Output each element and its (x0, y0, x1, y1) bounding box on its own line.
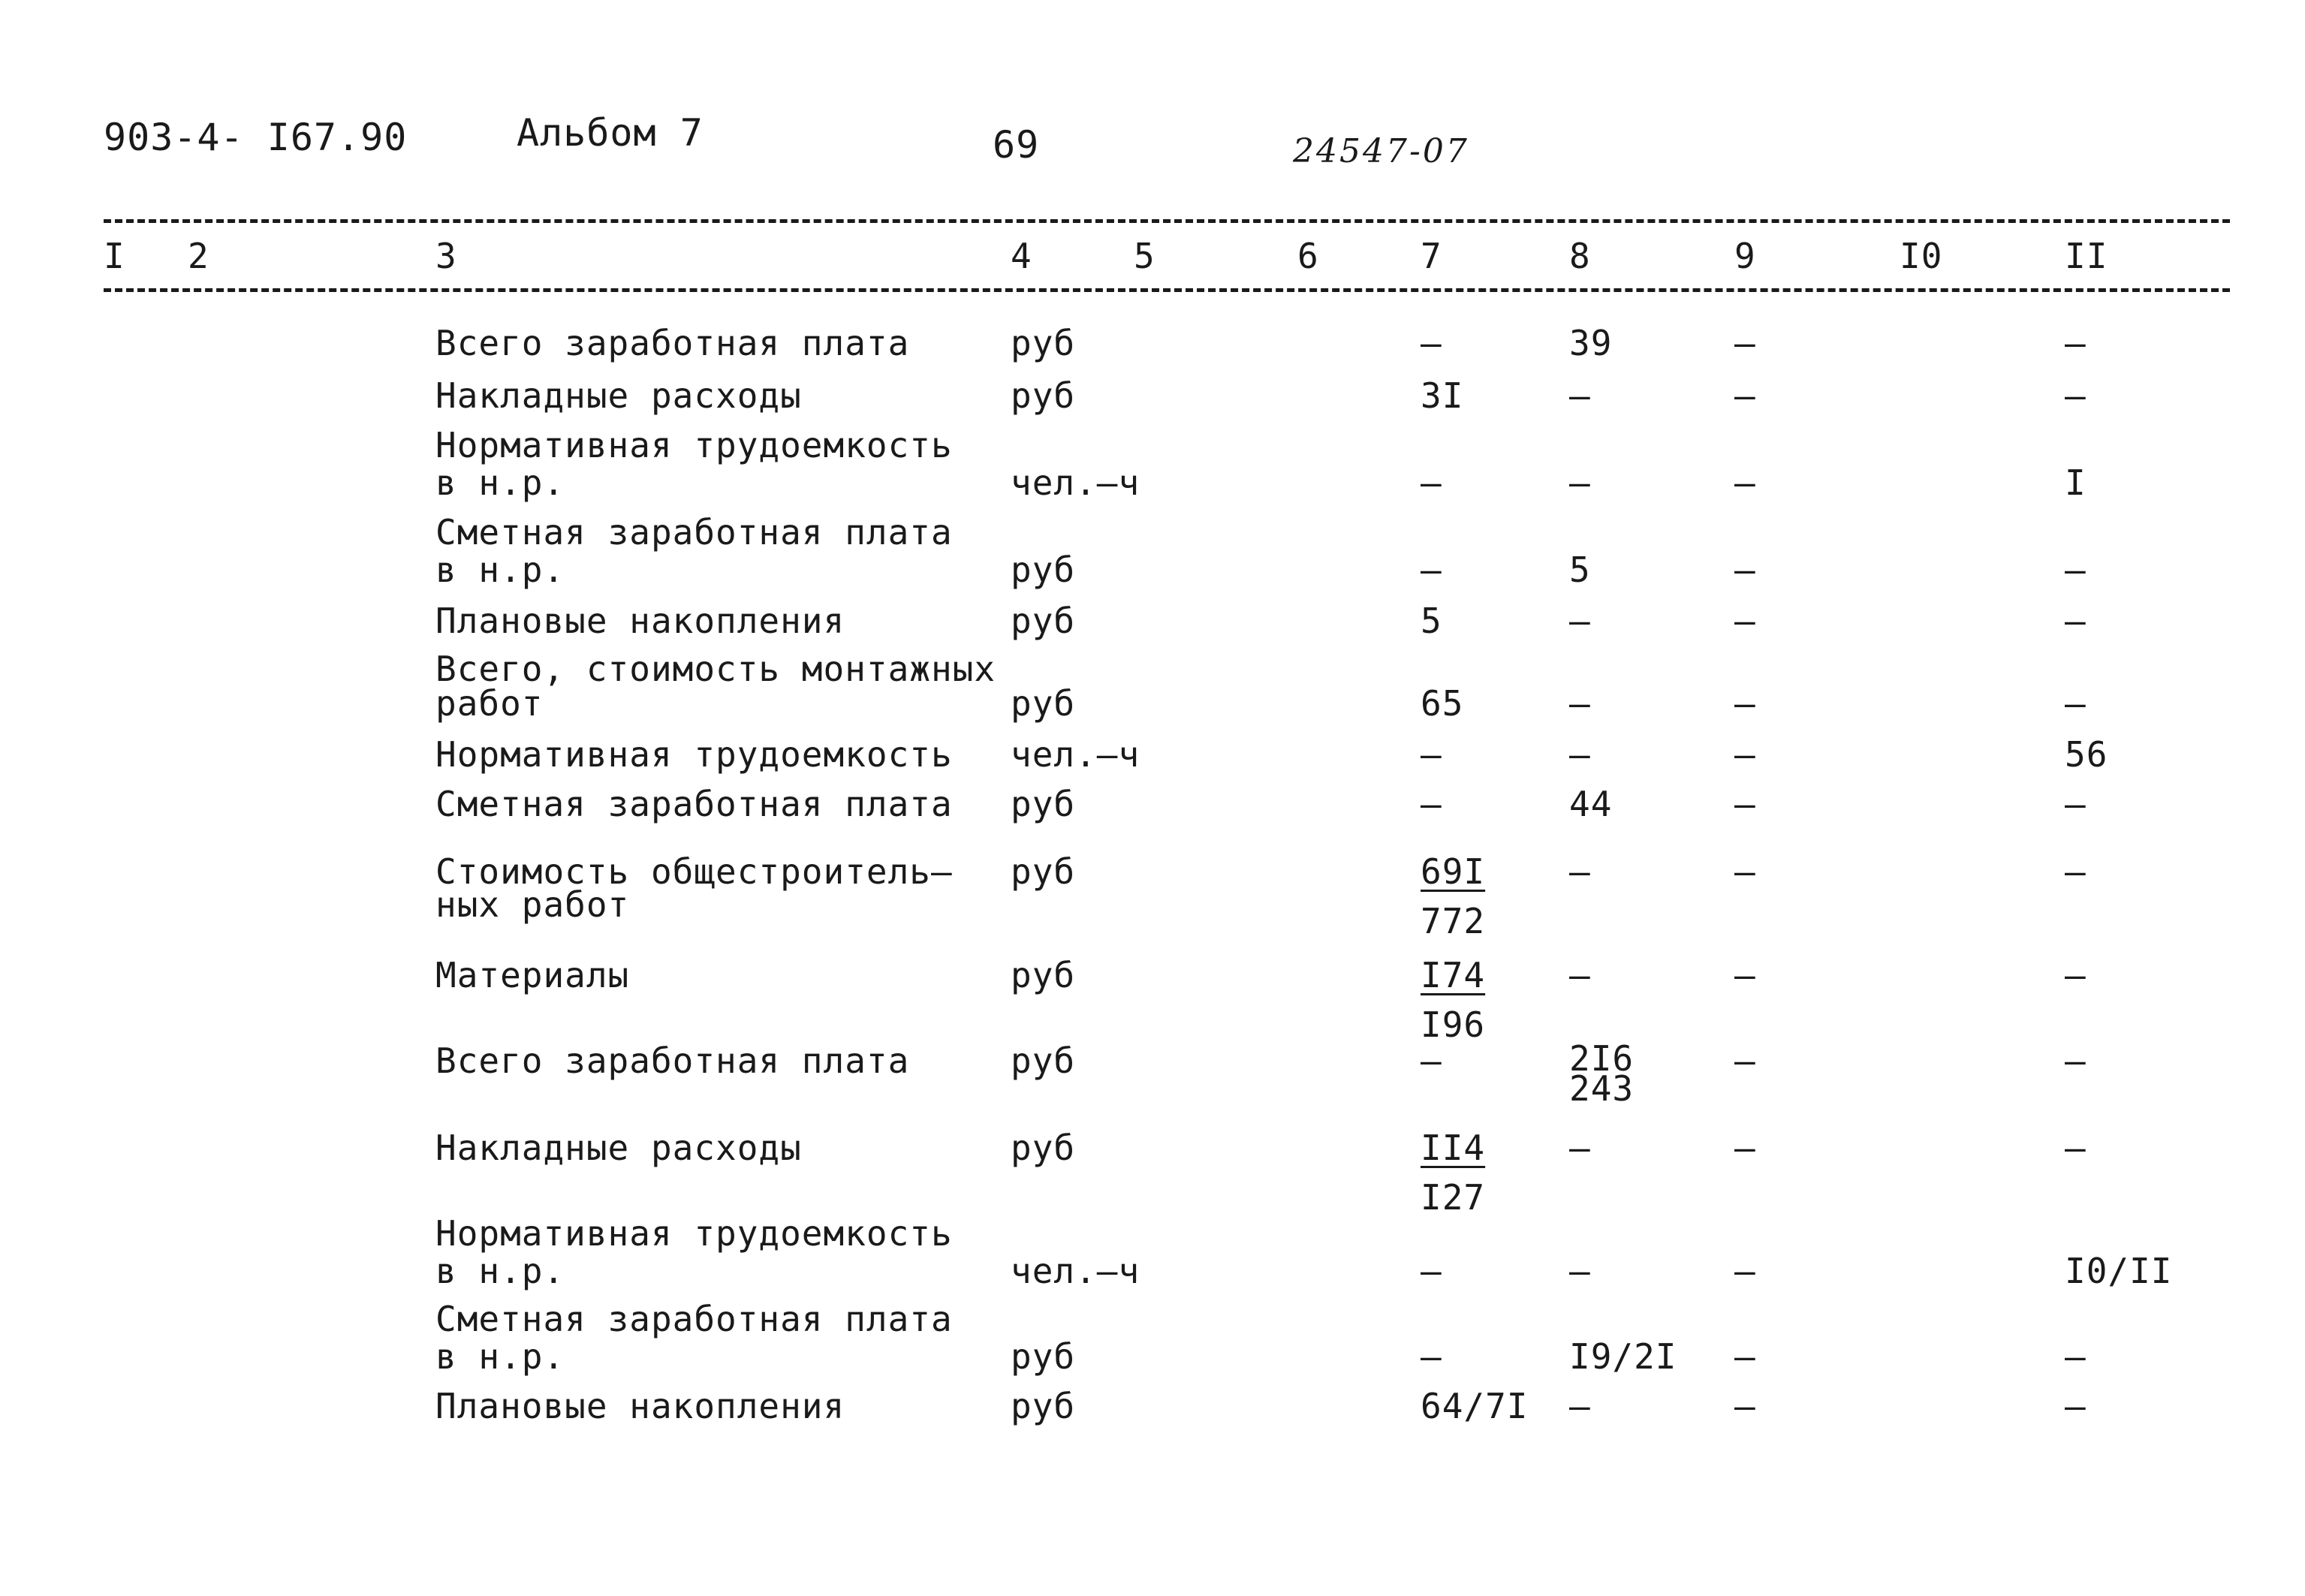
cell-col7: – (1421, 323, 1442, 363)
column-header-3: 3 (435, 236, 457, 276)
row-label-line2: ных работ (435, 884, 630, 925)
cell-col9: – (1734, 784, 1756, 824)
cell-col11: I (2065, 462, 2087, 503)
cell-col11: – (2065, 851, 2087, 892)
cell-col7: 5 (1421, 601, 1442, 641)
cell-col9: – (1734, 683, 1756, 724)
cell-col8: – (1569, 851, 1591, 892)
handwritten-number: 24547-07 (1293, 132, 1469, 170)
row-label: Плановые накопления (435, 1386, 845, 1426)
cell-col11: – (2065, 784, 2087, 824)
row-unit: руб (1011, 1040, 1076, 1081)
row-label-line1: Нормативная трудоемкость (435, 425, 953, 465)
column-header-4: 4 (1011, 236, 1032, 276)
cell-col9: – (1734, 1386, 1756, 1426)
cell-col9: – (1734, 375, 1756, 416)
cell-col8-bottom: 243 (1569, 1068, 1635, 1109)
cell-col9: – (1734, 323, 1756, 363)
album-label: Альбом 7 (517, 111, 704, 155)
cell-col9: – (1734, 462, 1756, 503)
cell-col7: 65 (1421, 683, 1464, 724)
row-label-line2: в н.р. (435, 550, 565, 590)
cell-col9: – (1734, 851, 1756, 892)
cell-col7: 64/7I (1421, 1386, 1529, 1426)
cell-col8: – (1569, 683, 1591, 724)
row-unit: руб (1011, 1336, 1076, 1377)
row-label-line1: Нормативная трудоемкость (435, 1213, 953, 1254)
row-label-line2: в н.р. (435, 462, 565, 503)
cell-col11: – (2065, 375, 2087, 416)
row-unit: руб (1011, 955, 1076, 995)
cell-col7: – (1421, 462, 1442, 503)
page-number: 69 (993, 123, 1040, 167)
column-header-2: 2 (188, 236, 209, 276)
cell-col11: – (2065, 955, 2087, 995)
cell-col8: – (1569, 1251, 1591, 1291)
cell-col7-numerator: II4 (1421, 1128, 1486, 1168)
row-label-line1: Сметная заработная плата (435, 512, 953, 553)
row-unit: руб (1011, 683, 1076, 724)
cell-col7: – (1421, 784, 1442, 824)
row-label: Всего заработная плата (435, 1040, 910, 1081)
cell-col9: – (1734, 734, 1756, 775)
cell-col8: 39 (1569, 323, 1613, 363)
row-label: Материалы (435, 955, 630, 995)
row-label: Плановые накопления (435, 601, 845, 641)
row-label-line1: Сметная заработная плата (435, 1299, 953, 1339)
cell-col9: – (1734, 550, 1756, 590)
cell-col11: – (2065, 1128, 2087, 1168)
cell-col8: 5 (1569, 550, 1591, 590)
cell-col11: – (2065, 323, 2087, 363)
row-unit: чел.–ч (1011, 462, 1140, 503)
row-unit: руб (1011, 601, 1076, 641)
row-unit: руб (1011, 851, 1076, 892)
cell-col11: – (2065, 1336, 2087, 1377)
column-header-9: 9 (1734, 236, 1756, 276)
cell-col7: – (1421, 550, 1442, 590)
cell-col9: – (1734, 1251, 1756, 1291)
header-bottom-rule (104, 288, 2230, 292)
row-label: Всего заработная плата (435, 323, 910, 363)
cell-col11: – (2065, 550, 2087, 590)
row-label-line2: в н.р. (435, 1251, 565, 1291)
cell-col11: – (2065, 1386, 2087, 1426)
cell-col8: – (1569, 1128, 1591, 1168)
cell-col11: 56 (2065, 734, 2108, 775)
column-header-1: I (104, 236, 125, 276)
cell-col9: – (1734, 1040, 1756, 1081)
row-unit: руб (1011, 1386, 1076, 1426)
cell-col11: – (2065, 683, 2087, 724)
cell-col7-numerator: I74 (1421, 955, 1486, 995)
cell-col7: – (1421, 1251, 1442, 1291)
row-label: Накладные расходы (435, 1128, 802, 1168)
cell-col7-denominator: 772 (1421, 901, 1486, 941)
row-unit: руб (1011, 784, 1076, 824)
row-label-line1: Стоимость общестроитель– (435, 851, 953, 892)
cell-col11: – (2065, 601, 2087, 641)
column-header-8: 8 (1569, 236, 1591, 276)
cell-col8: – (1569, 462, 1591, 503)
cell-col8-top: 2I6 (1569, 1038, 1635, 1079)
cell-col8: – (1569, 375, 1591, 416)
cell-col8: – (1569, 734, 1591, 775)
column-header-10: I0 (1900, 236, 1943, 276)
row-unit: руб (1011, 1128, 1076, 1168)
cell-col7-denominator: I27 (1421, 1177, 1486, 1218)
cell-col8: – (1569, 1386, 1591, 1426)
cell-col9: – (1734, 1128, 1756, 1168)
row-label-line1: Всего, стоимость монтажных (435, 649, 996, 689)
cell-col8: – (1569, 601, 1591, 641)
column-header-7: 7 (1421, 236, 1442, 276)
cell-col7-numerator: 69I (1421, 851, 1486, 892)
cell-col9: – (1734, 601, 1756, 641)
header-top-rule (104, 219, 2230, 223)
column-header-11: II (2065, 236, 2108, 276)
cell-col9: – (1734, 1336, 1756, 1377)
row-label-line2: работ (435, 683, 544, 724)
cell-col7: 3I (1421, 375, 1464, 416)
cell-col8: – (1569, 955, 1591, 995)
cell-col7: – (1421, 1336, 1442, 1377)
row-unit: чел.–ч (1011, 1251, 1140, 1291)
row-unit: чел.–ч (1011, 734, 1140, 775)
cell-col9: – (1734, 955, 1756, 995)
cell-col8: 44 (1569, 784, 1613, 824)
row-unit: руб (1011, 323, 1076, 363)
row-label: Сметная заработная плата (435, 784, 953, 824)
row-unit: руб (1011, 375, 1076, 416)
row-label-line2: в н.р. (435, 1336, 565, 1377)
document-code: 903-4- I67.90 (104, 116, 408, 159)
row-unit: руб (1011, 550, 1076, 590)
cell-col11: I0/II (2065, 1251, 2173, 1291)
column-header-5: 5 (1134, 236, 1156, 276)
cell-col7-denominator: I96 (1421, 1004, 1486, 1045)
cell-col7: – (1421, 1040, 1442, 1081)
row-label: Накладные расходы (435, 375, 802, 416)
cell-col7: – (1421, 734, 1442, 775)
cell-col8: I9/2I (1569, 1336, 1677, 1377)
column-header-6: 6 (1297, 236, 1319, 276)
cell-col11: – (2065, 1040, 2087, 1081)
row-label: Нормативная трудоемкость (435, 734, 953, 775)
